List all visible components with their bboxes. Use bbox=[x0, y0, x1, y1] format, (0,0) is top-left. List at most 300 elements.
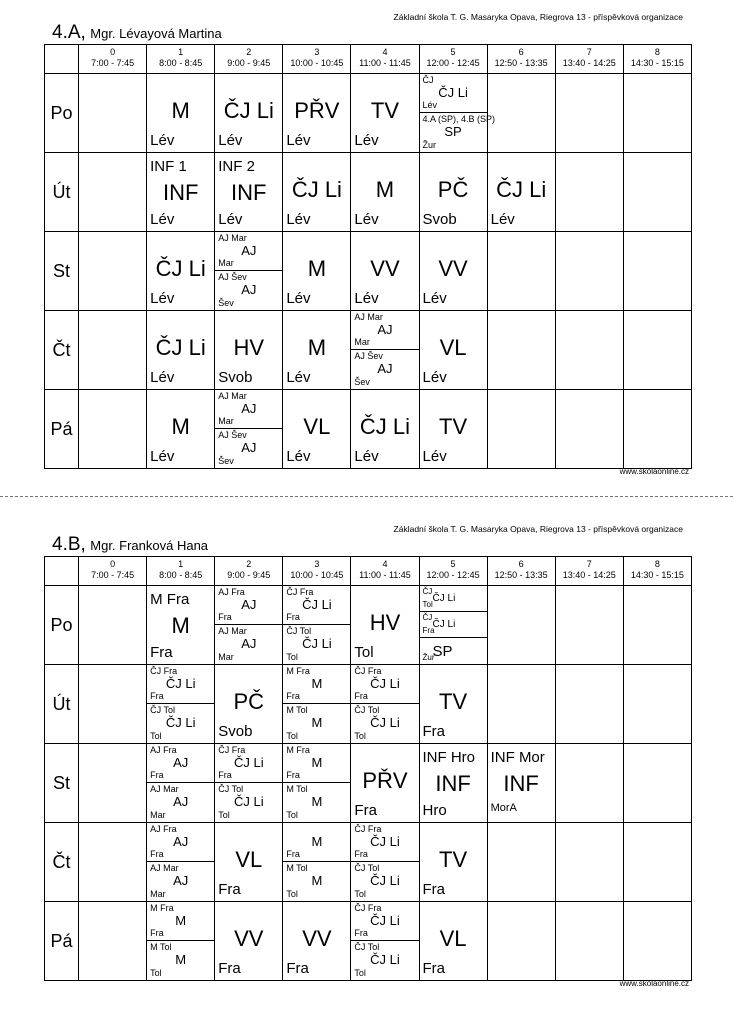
group-label: ČJ Fra bbox=[150, 666, 178, 676]
lesson-box bbox=[147, 232, 214, 310]
lesson-half bbox=[283, 586, 350, 625]
lesson-teacher: Lév bbox=[286, 369, 311, 386]
lesson-subject: ČJ Li bbox=[302, 597, 332, 612]
lesson-subject: TV bbox=[439, 414, 468, 439]
period-time: 14:30 - 15:15 bbox=[630, 570, 684, 580]
lesson-box bbox=[488, 902, 555, 980]
timetable-grid bbox=[44, 44, 692, 469]
group-label: ČJ Tol bbox=[354, 942, 380, 952]
lesson-cell bbox=[351, 74, 419, 153]
lesson-subject: M bbox=[375, 177, 395, 202]
lesson-group: INF Hro bbox=[422, 749, 476, 766]
lesson-box bbox=[488, 586, 555, 664]
lesson-box bbox=[420, 902, 487, 980]
lesson-teacher: Tol bbox=[150, 968, 162, 978]
lesson-teacher: Žur bbox=[422, 140, 437, 150]
lesson-cell bbox=[147, 665, 215, 744]
period-header bbox=[79, 45, 147, 74]
lesson-box bbox=[351, 232, 418, 310]
lesson-teacher: Tol bbox=[286, 810, 298, 820]
lesson-half bbox=[351, 311, 418, 350]
lesson-cell bbox=[623, 902, 691, 981]
lesson-box bbox=[215, 153, 282, 231]
lesson-cell bbox=[419, 390, 487, 469]
lesson-cell bbox=[79, 390, 147, 469]
lesson-box bbox=[283, 232, 350, 310]
lesson-cell bbox=[79, 153, 147, 232]
group-label: AJ Šev bbox=[354, 351, 383, 361]
period-time: 13:40 - 14:25 bbox=[562, 58, 616, 68]
period-time: 12:50 - 13:35 bbox=[494, 58, 548, 68]
lesson-box bbox=[420, 744, 487, 822]
lesson-cell bbox=[283, 153, 351, 232]
lesson-teacher: Lév bbox=[150, 290, 175, 307]
lesson-box bbox=[79, 311, 146, 389]
lesson-cell bbox=[419, 902, 487, 981]
page-separator bbox=[0, 496, 733, 497]
lesson-box bbox=[147, 586, 214, 664]
lesson-cell bbox=[555, 390, 623, 469]
period-number: 7 bbox=[586, 47, 592, 57]
lesson-cell bbox=[147, 390, 215, 469]
period-header bbox=[555, 557, 623, 586]
group-label: ČJ bbox=[422, 587, 433, 596]
lesson-teacher: Tol bbox=[354, 644, 374, 661]
lesson-box bbox=[556, 153, 623, 231]
group-label: AJ Mar bbox=[150, 784, 179, 794]
group-label: ČJ Fra bbox=[354, 824, 382, 834]
period-number: 1 bbox=[178, 47, 184, 57]
lesson-teacher: Tol bbox=[422, 600, 433, 609]
lesson-subject: M bbox=[311, 834, 323, 849]
period-time: 9:00 - 9:45 bbox=[227, 58, 271, 68]
lesson-box bbox=[283, 744, 350, 822]
class-teacher: Mgr. Lévayová Martina bbox=[90, 26, 222, 41]
group-label: AJ Šev bbox=[218, 272, 247, 282]
lesson-teacher: Fra bbox=[354, 928, 368, 938]
lesson-box bbox=[283, 311, 350, 389]
lesson-subject: ČJ Li bbox=[370, 676, 400, 691]
lesson-cell bbox=[555, 823, 623, 902]
period-time: 12:00 - 12:45 bbox=[426, 570, 480, 580]
lesson-teacher: Fra bbox=[218, 612, 232, 622]
lesson-subject: SP bbox=[432, 643, 453, 660]
lesson-cell bbox=[487, 311, 555, 390]
lesson-cell bbox=[623, 665, 691, 744]
lesson-cell bbox=[147, 153, 215, 232]
lesson-teacher: Tol bbox=[286, 731, 298, 741]
lesson-cell bbox=[351, 311, 419, 390]
lesson-teacher: Fra bbox=[286, 849, 300, 859]
lesson-teacher: Fra bbox=[218, 960, 241, 977]
group-label: M Fra bbox=[286, 745, 310, 755]
group-label: ČJ Tol bbox=[218, 784, 244, 794]
class-name: 4.B, bbox=[52, 534, 86, 555]
day-row bbox=[45, 311, 692, 390]
lesson-subject: ČJ Li bbox=[359, 414, 411, 439]
lesson-teacher: Fra bbox=[422, 881, 446, 898]
lesson-box bbox=[420, 232, 487, 310]
period-header bbox=[283, 557, 351, 586]
lesson-teacher: Fra bbox=[354, 691, 368, 701]
lesson-teacher: Fra bbox=[150, 928, 164, 938]
lesson-half bbox=[351, 350, 418, 389]
lesson-teacher: Lév bbox=[150, 369, 175, 386]
lesson-cell bbox=[215, 232, 283, 311]
lesson-box bbox=[420, 390, 487, 468]
lesson-box bbox=[556, 744, 623, 822]
lesson-half bbox=[147, 783, 214, 822]
lesson-half bbox=[283, 665, 350, 704]
lesson-teacher: Fra bbox=[286, 960, 309, 977]
lesson-box bbox=[624, 823, 691, 901]
lesson-cell bbox=[79, 823, 147, 902]
lesson-box bbox=[215, 311, 282, 389]
lesson-third bbox=[420, 586, 487, 612]
lesson-cell bbox=[147, 823, 215, 902]
lesson-teacher: Lév bbox=[286, 211, 311, 228]
lesson-box bbox=[556, 311, 623, 389]
lesson-subject: M bbox=[311, 755, 323, 770]
period-header bbox=[487, 45, 555, 74]
lesson-teacher: Lév bbox=[354, 448, 379, 465]
lesson-half bbox=[351, 902, 418, 941]
lesson-subject: AJ bbox=[241, 401, 257, 416]
lesson-group: M Fra bbox=[150, 591, 190, 608]
lesson-subject: AJ bbox=[173, 755, 189, 770]
lesson-cell bbox=[215, 586, 283, 665]
lesson-box bbox=[556, 902, 623, 980]
lesson-cell bbox=[79, 744, 147, 823]
school-name: Základní škola T. G. Masaryka Opava, Riegrova 13 - příspěvková organizace bbox=[393, 524, 683, 534]
lesson-subject: INF bbox=[435, 771, 471, 796]
lesson-cell bbox=[215, 902, 283, 981]
period-number: 2 bbox=[246, 47, 252, 57]
lesson-teacher: Mar bbox=[150, 889, 166, 899]
lesson-subject: AJ bbox=[173, 873, 189, 888]
lesson-subject: M bbox=[311, 794, 323, 809]
lesson-cell bbox=[147, 232, 215, 311]
lesson-subject: PČ bbox=[437, 177, 469, 202]
period-header bbox=[283, 45, 351, 74]
lesson-box bbox=[215, 390, 282, 468]
lesson-teacher: Tol bbox=[150, 731, 162, 741]
lesson-cell bbox=[555, 902, 623, 981]
lesson-teacher: Mar bbox=[354, 337, 370, 347]
day-row bbox=[45, 153, 692, 232]
lesson-box bbox=[420, 74, 496, 152]
lesson-box bbox=[624, 390, 691, 468]
lesson-subject: SP bbox=[444, 124, 462, 139]
lesson-half bbox=[351, 665, 418, 704]
lesson-subject: M bbox=[311, 873, 323, 888]
group-label: ČJ Fra bbox=[218, 745, 246, 755]
period-time: 7:00 - 7:45 bbox=[91, 570, 135, 580]
lesson-half bbox=[351, 704, 418, 743]
lesson-third bbox=[420, 612, 487, 638]
header-row bbox=[45, 557, 692, 586]
day-label: Út bbox=[45, 665, 79, 744]
period-header bbox=[623, 557, 691, 586]
lesson-subject: ČJ Li bbox=[496, 177, 547, 202]
lesson-subject: M bbox=[311, 715, 323, 730]
lesson-cell bbox=[487, 902, 555, 981]
lesson-box bbox=[147, 823, 214, 901]
lesson-cell bbox=[215, 311, 283, 390]
lesson-half bbox=[283, 862, 350, 901]
lesson-box bbox=[283, 153, 350, 231]
period-header bbox=[555, 45, 623, 74]
lesson-teacher: Fra bbox=[150, 691, 164, 701]
lesson-group: INF 1 bbox=[150, 158, 187, 175]
lesson-teacher: Lév bbox=[490, 211, 515, 228]
group-label: ČJ bbox=[422, 613, 433, 622]
period-number: 8 bbox=[654, 47, 660, 57]
lesson-teacher: Lév bbox=[422, 448, 447, 465]
lesson-box bbox=[215, 744, 282, 822]
lesson-cell bbox=[419, 311, 487, 390]
lesson-teacher: Lév bbox=[354, 211, 379, 228]
lesson-teacher: Svob bbox=[218, 723, 253, 740]
lesson-box bbox=[624, 311, 691, 389]
lesson-half bbox=[147, 665, 214, 704]
lesson-teacher: Lév bbox=[286, 448, 311, 465]
lesson-cell bbox=[555, 153, 623, 232]
lesson-teacher: Tol bbox=[354, 968, 366, 978]
website-footer: www.skolaonline.cz bbox=[619, 467, 689, 476]
period-time: 13:40 - 14:25 bbox=[562, 570, 616, 580]
lesson-cell bbox=[283, 744, 351, 823]
lesson-teacher: Lév bbox=[354, 132, 379, 149]
day-label: Út bbox=[45, 153, 79, 232]
lesson-cell bbox=[351, 390, 419, 469]
lesson-cell bbox=[79, 586, 147, 665]
lesson-half bbox=[283, 823, 350, 862]
group-label: ČJ Tol bbox=[354, 705, 380, 715]
period-number: 5 bbox=[450, 47, 456, 57]
group-label: ČJ Fra bbox=[354, 666, 382, 676]
lesson-teacher: Šev bbox=[354, 377, 370, 387]
period-time: 9:00 - 9:45 bbox=[227, 570, 271, 580]
class-name: 4.A, bbox=[52, 22, 86, 43]
group-label: AJ Mar bbox=[354, 312, 383, 322]
lesson-cell bbox=[623, 390, 691, 469]
lesson-subject: ČJ Li bbox=[370, 952, 400, 967]
lesson-box bbox=[283, 902, 350, 980]
period-number: 0 bbox=[110, 47, 116, 57]
lesson-subject: ČJ Li bbox=[438, 85, 468, 100]
lesson-cell bbox=[623, 153, 691, 232]
lesson-teacher: Lév bbox=[286, 290, 311, 307]
day-row bbox=[45, 586, 692, 665]
lesson-subject: PČ bbox=[233, 689, 265, 714]
lesson-half bbox=[351, 862, 418, 901]
lesson-box bbox=[556, 232, 623, 310]
day-row bbox=[45, 823, 692, 902]
lesson-teacher: Mar bbox=[150, 810, 166, 820]
lesson-half bbox=[283, 625, 350, 664]
group-label: ČJ Tol bbox=[150, 705, 175, 715]
lesson-box bbox=[79, 586, 146, 664]
lesson-box bbox=[147, 744, 214, 822]
period-number: 3 bbox=[314, 559, 320, 569]
lesson-teacher: Lév bbox=[422, 290, 447, 307]
lesson-subject: VV bbox=[234, 926, 264, 951]
lesson-subject: ČJ Li bbox=[370, 834, 400, 849]
lesson-subject: M bbox=[175, 913, 187, 928]
lesson-teacher: Tol bbox=[218, 810, 230, 820]
lesson-cell bbox=[79, 74, 147, 153]
lesson-cell bbox=[283, 74, 351, 153]
lesson-cell bbox=[487, 586, 555, 665]
lesson-cell bbox=[555, 311, 623, 390]
lesson-cell bbox=[419, 744, 487, 823]
lesson-teacher: Lév bbox=[150, 448, 175, 465]
period-header bbox=[487, 557, 555, 586]
lesson-box bbox=[79, 665, 146, 743]
lesson-subject: VL bbox=[235, 847, 263, 872]
lesson-cell bbox=[215, 665, 283, 744]
lesson-teacher: Fra bbox=[150, 770, 164, 780]
day-row bbox=[45, 390, 692, 469]
period-header bbox=[79, 557, 147, 586]
lesson-box bbox=[420, 665, 487, 743]
lesson-subject: INF bbox=[162, 180, 199, 205]
period-header bbox=[623, 45, 691, 74]
period-time: 14:30 - 15:15 bbox=[630, 58, 684, 68]
lesson-box bbox=[351, 665, 418, 743]
lesson-cell bbox=[487, 74, 555, 153]
lesson-teacher: Fra bbox=[354, 802, 377, 819]
group-label: AJ Mar bbox=[218, 233, 247, 243]
lesson-group: INF Mor bbox=[490, 749, 545, 766]
lesson-teacher: Fra bbox=[286, 612, 300, 622]
lesson-half bbox=[215, 271, 282, 310]
lesson-cell bbox=[419, 153, 487, 232]
lesson-box bbox=[420, 823, 487, 901]
period-header bbox=[351, 557, 419, 586]
lesson-box bbox=[488, 744, 555, 822]
group-label: AJ Fra bbox=[150, 745, 177, 755]
lesson-cell bbox=[79, 665, 147, 744]
lesson-box bbox=[215, 232, 282, 310]
class-teacher: Mgr. Franková Hana bbox=[90, 538, 209, 553]
lesson-teacher: Lév bbox=[218, 132, 243, 149]
lesson-subject: ČJ Li bbox=[165, 715, 196, 730]
lesson-subject: AJ bbox=[241, 636, 257, 651]
day-label: Po bbox=[45, 74, 79, 153]
day-row bbox=[45, 232, 692, 311]
lesson-group: INF 2 bbox=[218, 158, 255, 175]
lesson-cell bbox=[283, 823, 351, 902]
lesson-teacher: Fra bbox=[218, 881, 241, 898]
page-title bbox=[52, 22, 222, 44]
lesson-subject: M bbox=[307, 335, 327, 360]
period-time: 8:00 - 8:45 bbox=[159, 570, 203, 580]
lesson-half bbox=[283, 704, 350, 743]
period-time: 11:00 - 11:45 bbox=[359, 570, 411, 580]
lesson-box bbox=[215, 74, 282, 152]
lesson-cell bbox=[555, 232, 623, 311]
lesson-subject: ČJ Li bbox=[155, 256, 206, 281]
header-row bbox=[45, 45, 692, 74]
period-header bbox=[215, 45, 283, 74]
lesson-subject: ČJ Li bbox=[291, 177, 342, 202]
lesson-subject: AJ bbox=[377, 322, 393, 337]
group-label: M Tol bbox=[286, 705, 308, 715]
lesson-cell bbox=[419, 665, 487, 744]
lesson-teacher: Fra bbox=[422, 960, 446, 977]
lesson-subject: ČJ Li bbox=[223, 98, 274, 123]
lesson-box bbox=[351, 390, 418, 468]
lesson-cell bbox=[487, 823, 555, 902]
group-label: M Fra bbox=[150, 903, 174, 913]
lesson-box bbox=[488, 232, 555, 310]
lesson-box bbox=[624, 153, 691, 231]
lesson-cell bbox=[283, 390, 351, 469]
lesson-subject: M bbox=[171, 414, 190, 439]
group-label: AJ Fra bbox=[150, 824, 177, 834]
lesson-subject: VL bbox=[439, 926, 467, 951]
lesson-half bbox=[215, 429, 282, 468]
lesson-half bbox=[147, 902, 214, 941]
day-label: Pá bbox=[45, 902, 79, 981]
lesson-teacher: Tol bbox=[354, 889, 366, 899]
lesson-half bbox=[147, 941, 214, 980]
period-number: 1 bbox=[178, 559, 184, 569]
lesson-subject: AJ bbox=[241, 282, 257, 297]
lesson-box bbox=[624, 232, 691, 310]
group-label: AJ Mar bbox=[150, 863, 179, 873]
lesson-box bbox=[351, 744, 418, 822]
lesson-subject: INF bbox=[503, 771, 539, 796]
lesson-box bbox=[147, 153, 214, 231]
lesson-subject: AJ bbox=[241, 440, 257, 455]
lesson-half bbox=[147, 823, 214, 862]
lesson-box bbox=[215, 823, 282, 901]
lesson-teacher: Lév bbox=[150, 132, 175, 149]
lesson-teacher: Mar bbox=[218, 652, 234, 662]
lesson-subject: M bbox=[311, 676, 323, 691]
lesson-teacher: Lév bbox=[218, 211, 243, 228]
lesson-box bbox=[283, 74, 350, 152]
lesson-subject: M bbox=[171, 98, 190, 123]
lesson-teacher: Fra bbox=[286, 770, 300, 780]
group-label: ČJ Fra bbox=[286, 587, 314, 597]
lesson-subject: ČJ Li bbox=[432, 619, 456, 630]
lesson-teacher: Tol bbox=[354, 731, 366, 741]
lesson-box bbox=[215, 586, 282, 664]
lesson-subject: ČJ Li bbox=[155, 335, 206, 360]
day-label: Po bbox=[45, 586, 79, 665]
period-time: 10:00 - 10:45 bbox=[290, 58, 344, 68]
lesson-cell bbox=[147, 744, 215, 823]
lesson-box bbox=[283, 390, 350, 468]
lesson-subject: TV bbox=[439, 847, 468, 872]
lesson-cell bbox=[419, 232, 487, 311]
lesson-box bbox=[488, 74, 555, 152]
lesson-teacher: MorA bbox=[490, 802, 517, 814]
lesson-half bbox=[215, 232, 282, 271]
day-label: St bbox=[45, 744, 79, 823]
lesson-teacher: Mar bbox=[218, 416, 234, 426]
lesson-teacher: Šev bbox=[218, 456, 234, 466]
lesson-subject: VV bbox=[370, 256, 400, 281]
lesson-box bbox=[215, 665, 282, 743]
lesson-box bbox=[556, 586, 623, 664]
period-header bbox=[215, 557, 283, 586]
lesson-half bbox=[215, 744, 282, 783]
